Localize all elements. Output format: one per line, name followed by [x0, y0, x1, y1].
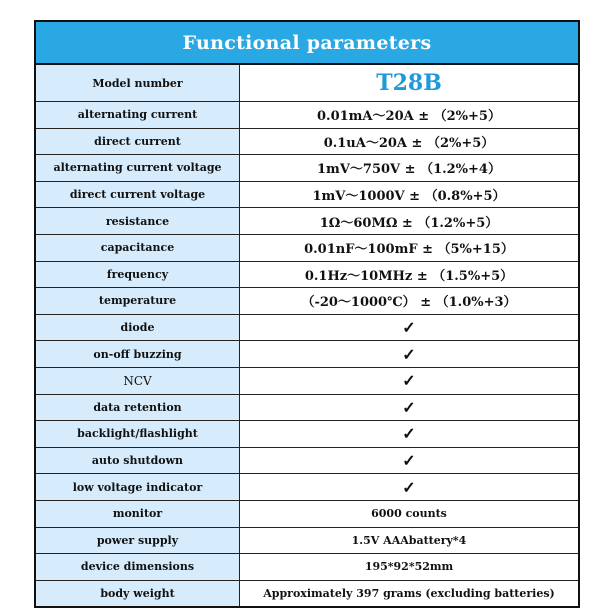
table-row	[36, 182, 578, 209]
table-row-model-number	[36, 65, 578, 102]
checkmark-icon: ✓	[402, 397, 416, 417]
row-label: auto shutdown	[36, 448, 240, 474]
row-label: on-off buzzing	[36, 341, 240, 367]
row-value: 6000 counts	[371, 507, 447, 521]
checkmark-icon: ✓	[402, 371, 416, 391]
table-row	[36, 554, 578, 581]
table-row	[36, 155, 578, 182]
row-label: alternating current	[36, 102, 240, 128]
checkmark-icon: ✓	[402, 451, 416, 471]
table-row	[36, 528, 578, 555]
row-value: 1mV～750V ± （1.2%+4）	[317, 162, 501, 178]
checkmark-icon: ✓	[402, 344, 416, 364]
row-label: Model number	[36, 65, 240, 101]
row-label: NCV	[36, 368, 240, 394]
row-label: low voltage indicator	[36, 474, 240, 500]
checkmark-icon: ✓	[402, 424, 416, 444]
row-label: temperature	[36, 288, 240, 314]
row-value: 0.1uA～20A ± （2%+5）	[323, 135, 495, 151]
row-value: 0.01nF～100mF ± （5%+15）	[304, 242, 514, 258]
row-label: resistance	[36, 208, 240, 234]
row-label: direct current voltage	[36, 182, 240, 208]
table-row	[36, 341, 578, 368]
table-row	[36, 102, 578, 129]
table-row	[36, 368, 578, 395]
row-label: body weight	[36, 581, 240, 607]
table-row	[36, 395, 578, 422]
table-row	[36, 421, 578, 448]
row-label: data retention	[36, 395, 240, 421]
row-value: 195*92*52mm	[364, 560, 454, 574]
spec-table	[34, 20, 580, 608]
checkmark-icon: ✓	[402, 318, 416, 338]
row-label: monitor	[36, 501, 240, 527]
row-value: 1.5V AAAbattery*4	[351, 533, 467, 547]
table-row	[36, 288, 578, 315]
row-value: （-20～1000℃） ± （1.0%+3）	[301, 295, 517, 311]
row-label: diode	[36, 315, 240, 341]
row-label: capacitance	[36, 235, 240, 261]
row-value: 0.1Hz～10MHz ± （1.5%+5）	[304, 268, 514, 284]
table-row	[36, 448, 578, 475]
row-label: alternating current voltage	[36, 155, 240, 181]
table-row	[36, 581, 578, 607]
table-row	[36, 315, 578, 342]
checkmark-icon: ✓	[402, 477, 416, 497]
row-label: frequency	[36, 262, 240, 288]
table-row	[36, 208, 578, 235]
row-label: device dimensions	[36, 554, 240, 580]
row-value: 0.01mA～20A ± （2%+5）	[317, 109, 501, 125]
row-value: 1Ω～60MΩ ± （1.2%+5）	[319, 215, 499, 231]
table-row	[36, 501, 578, 528]
table-row	[36, 262, 578, 289]
row-label: power supply	[36, 528, 240, 554]
row-value: Approximately 397 grams (excluding batteries)	[263, 586, 555, 600]
table-row	[36, 235, 578, 262]
model-number-value: T28B	[376, 70, 442, 96]
row-label: direct current	[36, 129, 240, 155]
row-label: backlight/flashlight	[36, 421, 240, 447]
table-row	[36, 474, 578, 501]
table-title: Functional parameters	[36, 22, 578, 65]
table-row	[36, 129, 578, 156]
row-value: 1mV～1000V ± （0.8%+5）	[312, 189, 506, 205]
